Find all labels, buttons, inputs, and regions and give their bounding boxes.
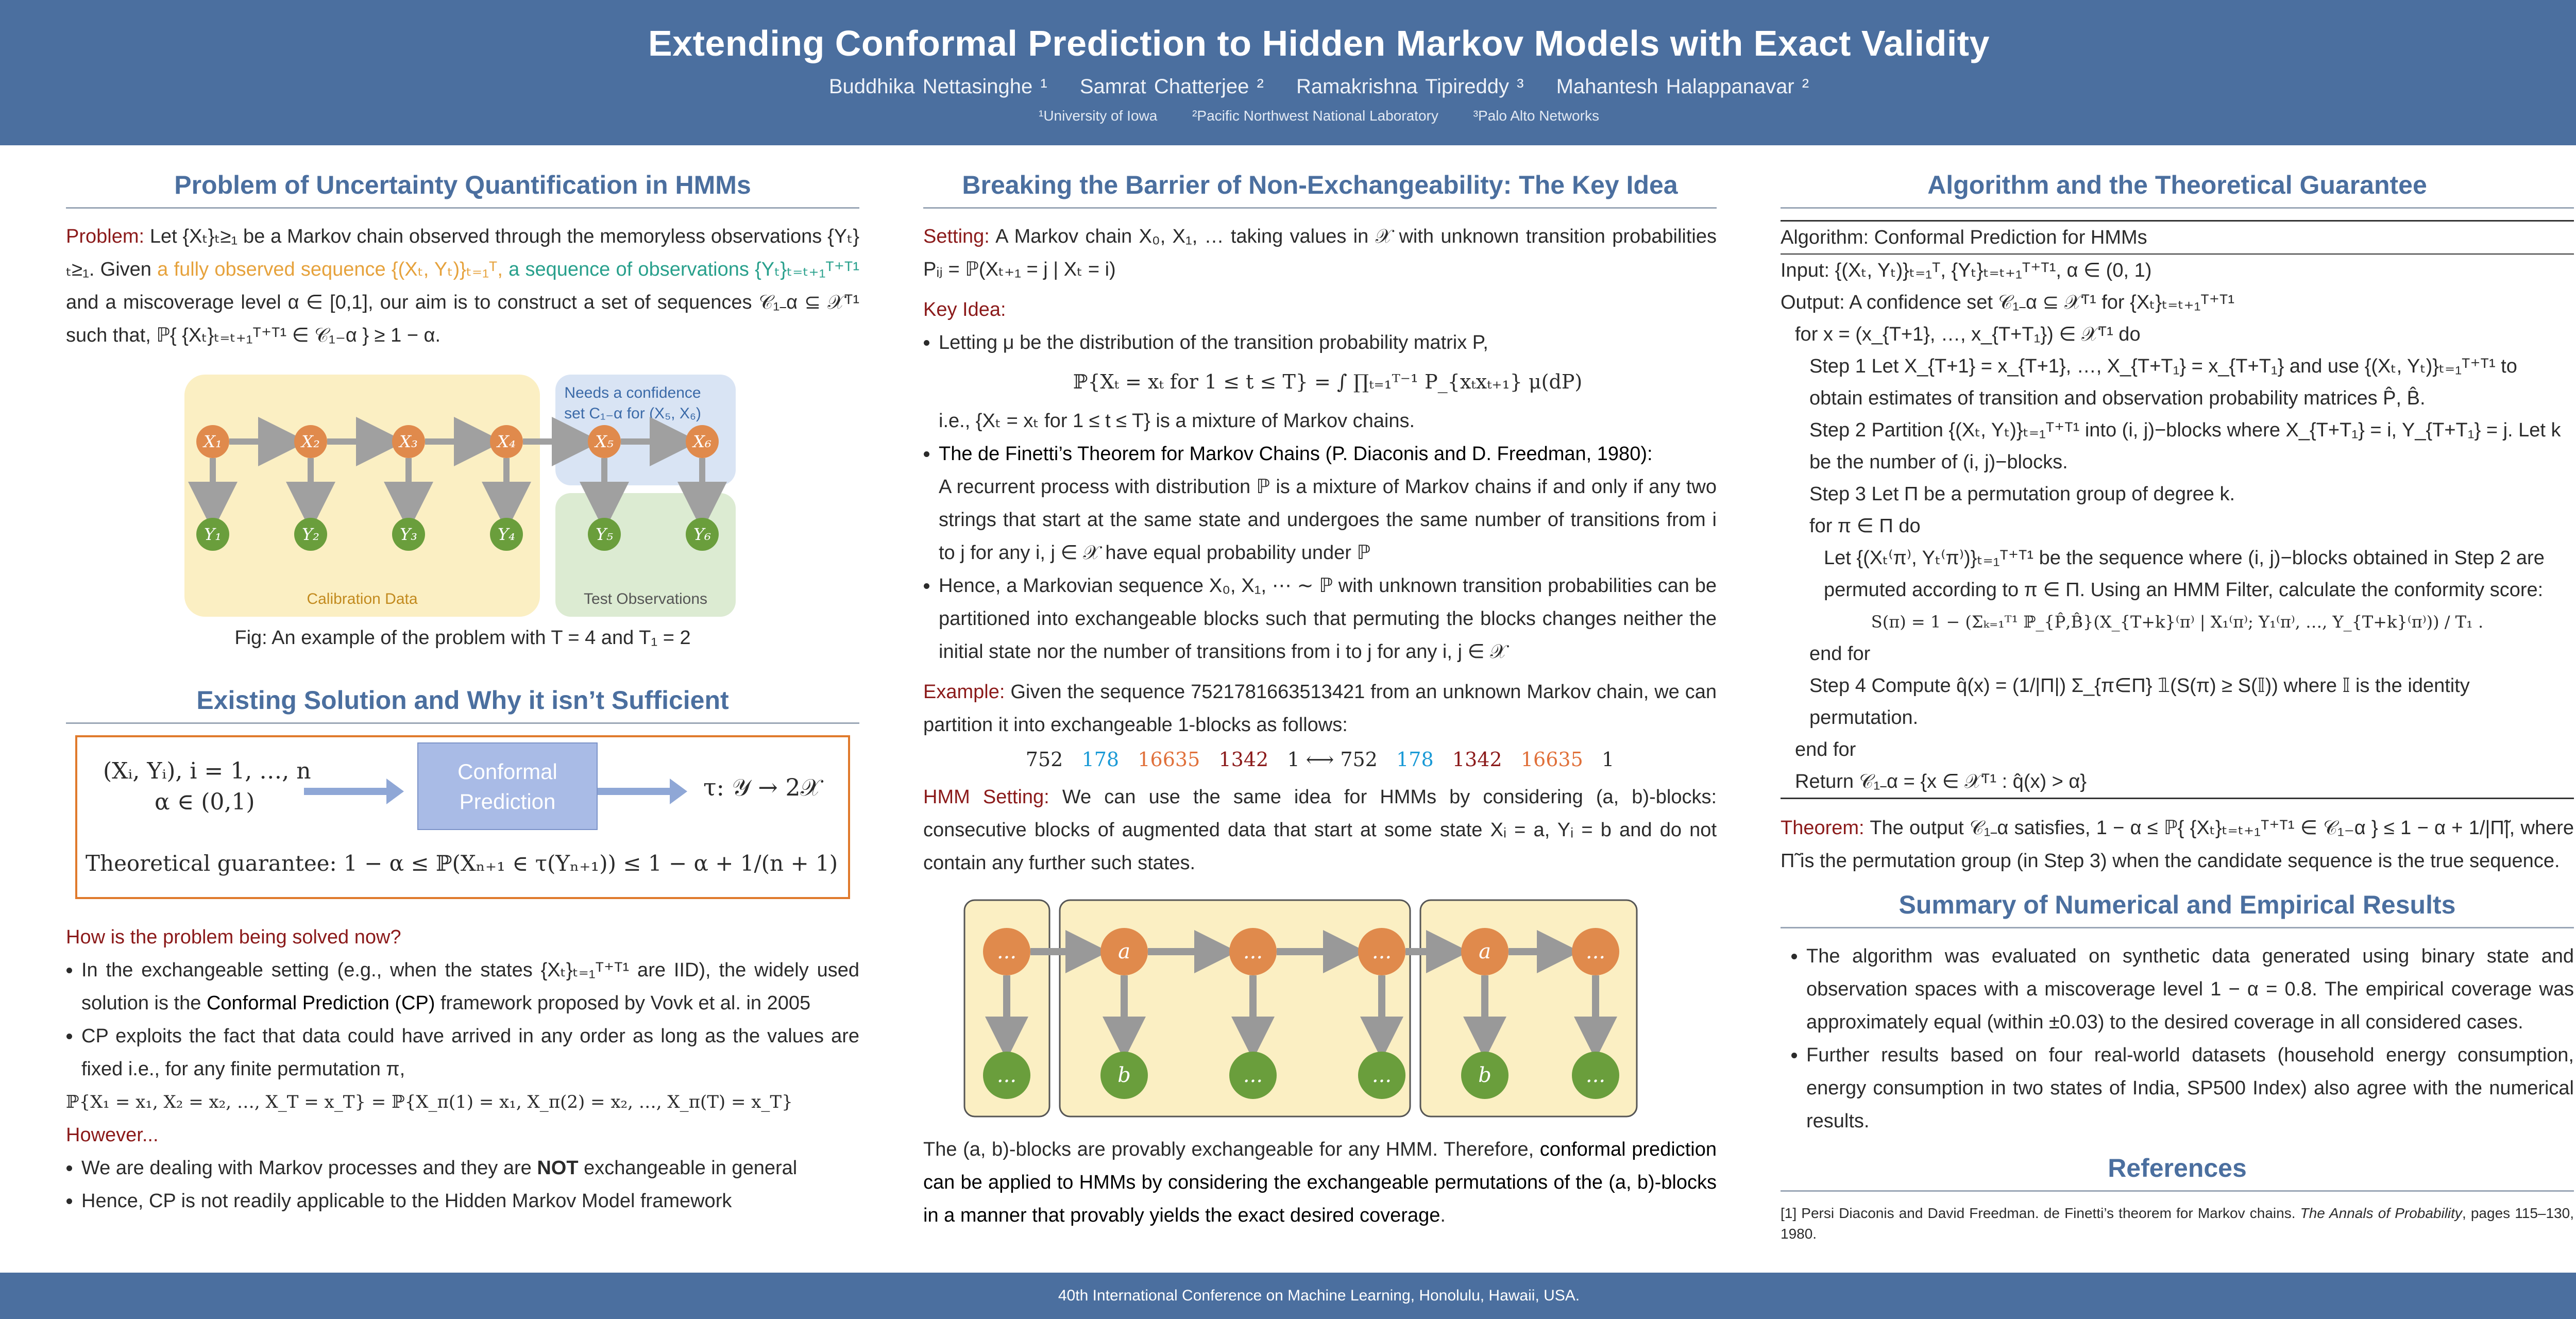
state-label: X₃ bbox=[399, 432, 418, 451]
text: Let Π be a permutation group of degree k. bbox=[1871, 483, 2235, 505]
block: 1 bbox=[1602, 748, 1615, 771]
affiliation: ¹University of Iowa bbox=[1039, 108, 1158, 124]
cp-arrow-in bbox=[304, 788, 392, 795]
cp-label-2: Prediction bbox=[459, 789, 556, 814]
algo-return: Return 𝒞₁₋α = {x ∈ 𝒳ᵀ¹ : q̂(x) > α} bbox=[1795, 771, 2087, 792]
example-paragraph bbox=[923, 675, 1717, 741]
affiliation: ²Pacific Northwest National Laboratory bbox=[1192, 108, 1438, 124]
observation-label: b bbox=[1117, 1063, 1131, 1087]
state-label: X₂ bbox=[301, 432, 320, 451]
section-title-key-idea: Breaking the Barrier of Non-Exchangeability: The Key Idea bbox=[923, 170, 1717, 209]
calibration-label: Calibration Data bbox=[307, 590, 418, 607]
however-bullet-1 bbox=[81, 1152, 859, 1185]
section-title-problem: Problem of Uncertainty Quantification in HMMs bbox=[66, 170, 859, 209]
problem-highlight-orange: a fully observed sequence {(Xₜ, Yₜ)}ₜ₌₁ᵀ, bbox=[157, 259, 503, 280]
label: Algorithm: bbox=[1781, 227, 1869, 248]
results-list bbox=[1781, 940, 2574, 1138]
algo-end-for-inner: end for bbox=[1809, 643, 1871, 665]
problem-paragraph bbox=[66, 220, 859, 352]
affiliation-list bbox=[0, 108, 2576, 124]
label: Step 1 bbox=[1809, 356, 1866, 377]
label: Input: bbox=[1781, 260, 1830, 281]
text: . bbox=[1440, 1205, 1446, 1226]
text: [1] Persi Diaconis and David Freedman. de Finetti’s theorem for Markov chains. bbox=[1781, 1205, 2296, 1221]
observation-label: Y₅ bbox=[596, 525, 613, 544]
problem-text: Let {Xₜ}ₜ≥₁ be a Markov chain observed through the memoryless observations {Yₜ}ₜ≥₁. Given bbox=[66, 226, 860, 280]
algo-step-4 bbox=[1781, 670, 2574, 734]
state-label: X₄ bbox=[497, 432, 516, 451]
key-bullet-3 bbox=[939, 569, 1717, 668]
text: A confidence set 𝒞₁₋α ⊆ 𝒳ᵀ¹ for {Xₜ}ₜ₌ₜ₊₁ᵀ⁺ᵀ¹ bbox=[1849, 292, 2235, 313]
label: Step 2 bbox=[1809, 419, 1866, 441]
text: The (a, b)-blocks are provably exchangeable for any HMM. Therefore, bbox=[923, 1139, 1534, 1160]
label: Step 3 bbox=[1809, 483, 1866, 505]
observation-label: Y₁ bbox=[204, 525, 222, 544]
not-bold: NOT bbox=[537, 1157, 579, 1179]
text: i.e., {Xₜ = xₜ for 1 ≤ t ≤ T} is a mixture of Markov chains. bbox=[939, 410, 1415, 432]
text: Let X_{T+1} = x_{T+1}, …, X_{T+T₁} = x_{T+T₁} and use {(Xₜ, Yₜ)}ₜ₌₁ᵀ⁺ᵀ¹ to obtain estimates of transition and observation probability matrices P̂, B̂. bbox=[1809, 356, 2517, 409]
observation-label: ... bbox=[996, 1063, 1017, 1087]
test-label: Test Observations bbox=[583, 590, 708, 607]
section-title-algorithm: Algorithm and the Theoretical Guarantee bbox=[1781, 170, 2574, 209]
example-text: Given the sequence 75217816635134​21 from an unknown Markov chain, we can partition it into exchangeable 1-blocks as follows: bbox=[923, 681, 1717, 736]
results-bullet-2: • Further results based on four real-world datasets (household energy consumption, energy consumption in two states of India, SP500 Index) also agree with the numerical results. bbox=[1806, 1039, 2574, 1138]
state-label: X₆ bbox=[693, 432, 711, 451]
text: Partition {(Xₜ, Yₜ)}ₜ₌₁ᵀ⁺ᵀ¹ into (i, j)−blocks where X_{T+T₁} = i, Y_{T+T₁} = j. Let k be the number of (i, j)−blocks. bbox=[1809, 419, 2561, 473]
key-bullet-1 bbox=[939, 326, 1717, 437]
block: 752 bbox=[1340, 748, 1378, 771]
block: 1 bbox=[1287, 748, 1300, 771]
observation-label: Y₃ bbox=[400, 525, 417, 544]
example-sequence bbox=[923, 741, 1717, 777]
block: 178 bbox=[1081, 748, 1120, 771]
theorem-text: The output 𝒞₁₋α satisfies, 1 − α ≤ ℙ{ {Xₜ}ₜ₌ₜ₊₁ᵀ⁺ᵀ¹ ∈ 𝒞₁₋α } ≤ 1 − α + 1/|Π̃|, where Π̃ is the permutation group (in Step 3) when the candidate sequence is the true sequence. bbox=[1781, 817, 2574, 872]
algo-for-outer: for x = (x_{T+1}, …, x_{T+T₁}) ∈ 𝒳ᵀ¹ do bbox=[1795, 324, 2141, 345]
text: {(Xₜ, Yₜ)}ₜ₌₁ᵀ, {Yₜ}ₜ₌ₜ₊₁ᵀ⁺ᵀ¹, α ∈ (0, 1) bbox=[1835, 260, 2152, 281]
poster-title: Extending Conformal Prediction to Hidden Markov Models with Exact Validity bbox=[648, 23, 1990, 63]
needs-label-1: Needs a confidence bbox=[564, 384, 701, 401]
needs-label-2: set C₁₋α for (X₅, X₆) bbox=[564, 405, 701, 422]
algo-output bbox=[1781, 286, 2574, 318]
algorithm-box bbox=[1781, 220, 2574, 799]
text: We are dealing with Markov processes and they are bbox=[81, 1157, 532, 1179]
block: 1342 bbox=[1218, 748, 1269, 771]
block: 178 bbox=[1396, 748, 1434, 771]
block: 16635 bbox=[1138, 748, 1200, 771]
cp-arrow-in-head bbox=[386, 779, 404, 804]
however-title: However... bbox=[66, 1124, 159, 1146]
reference-1 bbox=[1781, 1203, 2574, 1244]
how-list bbox=[66, 954, 859, 1086]
figure-hmm-problem bbox=[66, 364, 859, 653]
setting-label: Setting: bbox=[923, 226, 990, 247]
cp-box bbox=[75, 735, 850, 899]
how-bullet-2 bbox=[81, 1020, 859, 1086]
observation-label: Y₄ bbox=[498, 525, 515, 544]
observation-label: b bbox=[1478, 1063, 1492, 1087]
state-label: X₅ bbox=[595, 432, 614, 451]
text: Hence, a Markovian sequence X₀, X₁, ⋯ ∼ ℙ with unknown transition probabilities can be partitioned into exchangeable blocks such that permuting the blocks changes neither the initial state nor the number of transitions from i to j for any i, j ∈ 𝒳 bbox=[939, 575, 1717, 663]
block: 1342 bbox=[1452, 748, 1502, 771]
cp-arrow-out-head bbox=[670, 779, 687, 804]
observation-label: Y₆ bbox=[693, 525, 711, 544]
state-label: ... bbox=[1585, 940, 1606, 963]
column-middle bbox=[923, 170, 1717, 1232]
cp-input-1: (Xᵢ, Yᵢ), i = 1, …, n bbox=[103, 758, 311, 784]
block: 752 bbox=[1025, 748, 1063, 771]
observation-label: ... bbox=[1585, 1063, 1606, 1087]
text: Conformal Prediction for HMMs bbox=[1874, 227, 2147, 248]
hmm-setting-label: HMM Setting: bbox=[923, 786, 1049, 808]
key-bullet-2 bbox=[939, 437, 1717, 569]
theorem-paragraph bbox=[1781, 811, 2574, 877]
state-label: a bbox=[1118, 940, 1130, 963]
text: exchangeable in general bbox=[584, 1157, 798, 1179]
setting-paragraph bbox=[923, 220, 1717, 286]
algorithm-title bbox=[1781, 222, 2574, 255]
state-label: X₁ bbox=[204, 432, 222, 451]
observation-label: ... bbox=[1371, 1063, 1392, 1087]
author: Ramakrishna Tipireddy ³ bbox=[1296, 75, 1524, 98]
state-label: ... bbox=[996, 940, 1017, 963]
how-bullet-1 bbox=[81, 954, 859, 1020]
block: 16635 bbox=[1520, 748, 1583, 771]
algo-step-2 bbox=[1781, 414, 2574, 478]
setting-text: A Markov chain X₀, X₁, … taking values in 𝒳 with unknown transition probabilities Pᵢⱼ = ℙ(Xₜ₊₁ = j | Xₜ = i) bbox=[923, 226, 1717, 280]
label: Step 4 bbox=[1809, 675, 1866, 697]
algo-for-inner: for π ∈ Π do bbox=[1809, 515, 1921, 537]
state-label: a bbox=[1479, 940, 1491, 963]
conformity-score-equation: S(π) = 1 − (Σₖ₌₁ᵀ¹ ℙ_{P̂,B̂}(X_{T+k}⁽π⁾ | X₁⁽π⁾; Y₁⁽π⁾, …, Y_{T+k}⁽π⁾)) / T₁ . bbox=[1871, 612, 2484, 632]
exchangeability-equation: ℙ{X₁ = x₁, X₂ = x₂, …, X_T = x_T} = ℙ{X_π(1) = x₁, X_π(2) = x₂, …, X_π(T) = x_T} bbox=[66, 1092, 793, 1112]
state-label: ... bbox=[1243, 940, 1263, 963]
text: Hence, CP is not readily applicable to the Hidden Markov Model framework bbox=[81, 1190, 732, 1212]
column-right bbox=[1781, 170, 2574, 1244]
cp-block bbox=[417, 742, 598, 830]
algo-inner-text: Let {(Xₜ⁽π⁾, Yₜ⁽π⁾)}ₜ₌₁ᵀ⁺ᵀ¹ be the sequence where (i, j)−blocks obtained in Step 2 are permuted according to π ∈ Π. Using an HMM Filter, calculate the conformity score: bbox=[1824, 547, 2545, 601]
figure-ab-blocks bbox=[923, 890, 1717, 1122]
section-title-results: Summary of Numerical and Empirical Results bbox=[1781, 890, 2574, 928]
text: In the exchangeable setting (e.g., when the states {Xₜ}ₜ₌₁ᵀ⁺ᵀ¹ are IID), the widely used solution is the bbox=[81, 959, 859, 1014]
text: A recurrent process with distribution ℙ is a mixture of Markov chains if and only if any two strings that start at the same state and undergoes the same number of transitions from i to j for any i, j ∈ 𝒳 have equal probability under ℙ bbox=[939, 476, 1717, 564]
results-bullet-1: • The algorithm was evaluated on synthetic data generated using binary state and observation spaces with a miscoverage level 1 − α = 0.8. The empirical coverage was approximately equal (within ±0.03) to the desired coverage in all considered cases. bbox=[1806, 940, 2574, 1039]
swap-arrow: ⟷ bbox=[1306, 748, 1334, 771]
author: Samrat Chatterjee ² bbox=[1079, 75, 1264, 98]
algo-step-1 bbox=[1781, 350, 2574, 414]
however-list bbox=[66, 1152, 859, 1217]
algo-input bbox=[1781, 255, 2574, 286]
column-left bbox=[66, 170, 859, 1217]
closing-emphasis: conformal prediction can be applied to HMMs by considering the exchangeable permutations of the (a, b)-blocks in a manner that provably yields the exact desired coverage bbox=[923, 1139, 1717, 1226]
observation-label: ... bbox=[1243, 1063, 1263, 1087]
cp-bold: Conformal Prediction (CP) bbox=[206, 992, 435, 1014]
author-list bbox=[0, 75, 2576, 98]
figure-caption: Fig: An example of the problem with T = 4 and T₁ = 2 bbox=[234, 627, 691, 649]
cp-arrow-out bbox=[598, 788, 675, 795]
text: Compute q̂(x) = (1/|Π|) Σ_{π∈Π} 𝟙(S(π) ≥ S(𝕀)) where 𝕀 is the identity permutation. bbox=[1809, 675, 2470, 729]
text: Letting μ be the distribution of the transition probability matrix P, bbox=[939, 332, 1488, 353]
cp-guarantee: Theoretical guarantee: 1 − α ≤ ℙ(Xₙ₊₁ ∈ τ(Yₙ₊₁)) ≤ 1 − α + 1/(n + 1) bbox=[86, 851, 838, 876]
how-title: How is the problem being solved now? bbox=[66, 926, 401, 948]
algo-step-3 bbox=[1781, 478, 2574, 510]
label: Output: bbox=[1781, 292, 1845, 313]
de-finetti-title: The de Finetti’s Theorem for Markov Chains (P. Diaconis and D. Freedman, 1980): bbox=[939, 443, 1653, 465]
text: CP exploits the fact that data could have arrived in any order as long as the values are fixed i.e., for any finite permutation π, bbox=[81, 1025, 859, 1080]
poster-header bbox=[0, 0, 2576, 145]
hmm-setting-paragraph bbox=[923, 781, 1717, 880]
problem-highlight-teal: a sequence of observations {Yₜ}ₜ₌ₜ₊₁ᵀ⁺ᵀ¹ bbox=[509, 259, 859, 280]
theorem-label: Theorem: bbox=[1781, 817, 1865, 839]
key-idea-label: Key Idea: bbox=[923, 299, 1006, 320]
section-title-references: References bbox=[1781, 1153, 2574, 1192]
poster-footer: 40th International Conference on Machine Learning, Honolulu, Hawaii, USA. bbox=[0, 1273, 2576, 1319]
however-bullet-2 bbox=[81, 1185, 859, 1217]
author: Mahantesh Halappanavar ² bbox=[1556, 75, 1809, 98]
closing-paragraph bbox=[923, 1133, 1717, 1232]
cp-output: τ: 𝒴 → 2𝒳 bbox=[703, 773, 821, 801]
cp-input-2: α ∈ (0,1) bbox=[155, 789, 255, 815]
section-title-existing: Existing Solution and Why it isn’t Sufficient bbox=[66, 685, 859, 724]
algo-end-for-outer: end for bbox=[1795, 739, 1856, 760]
observation-label: Y₂ bbox=[302, 525, 319, 544]
author: Buddhika Nettasinghe ¹ bbox=[828, 75, 1047, 98]
example-label: Example: bbox=[923, 681, 1005, 703]
cp-label-1: Conformal bbox=[457, 759, 557, 784]
hmm-setting-text: We can use the same idea for HMMs by considering (a, b)-blocks: consecutive blocks of augmented data that start at some state Xᵢ = a, Yᵢ = b and do not contain any further such states. bbox=[923, 786, 1717, 874]
mixture-equation: ℙ{Xₜ = xₜ for 1 ≤ t ≤ T} = ∫ ∏ₜ₌₁ᵀ⁻¹ P_{xₜxₜ₊₁} μ(dP) bbox=[1073, 370, 1583, 393]
text: framework proposed by Vovk et al. in 2005 bbox=[440, 992, 811, 1014]
calibration-region bbox=[184, 375, 540, 617]
affiliation: ³Palo Alto Networks bbox=[1473, 108, 1599, 124]
problem-text-end: and a miscoverage level α ∈ [0,1], our aim is to construct a set of sequences 𝒞₁₋α ⊆ 𝒳ᵀ¹ such that, ℙ{ {Xₜ}ₜ₌ₜ₊₁ᵀ⁺ᵀ¹ ∈ 𝒞₁₋α } ≥ 1 − α. bbox=[66, 292, 859, 346]
journal: The Annals of Probability bbox=[2300, 1205, 2462, 1221]
text: , pages 115–130, 1980. bbox=[1781, 1205, 2574, 1242]
problem-label: Problem: bbox=[66, 226, 145, 247]
state-label: ... bbox=[1371, 940, 1392, 963]
key-idea-list bbox=[923, 326, 1717, 668]
